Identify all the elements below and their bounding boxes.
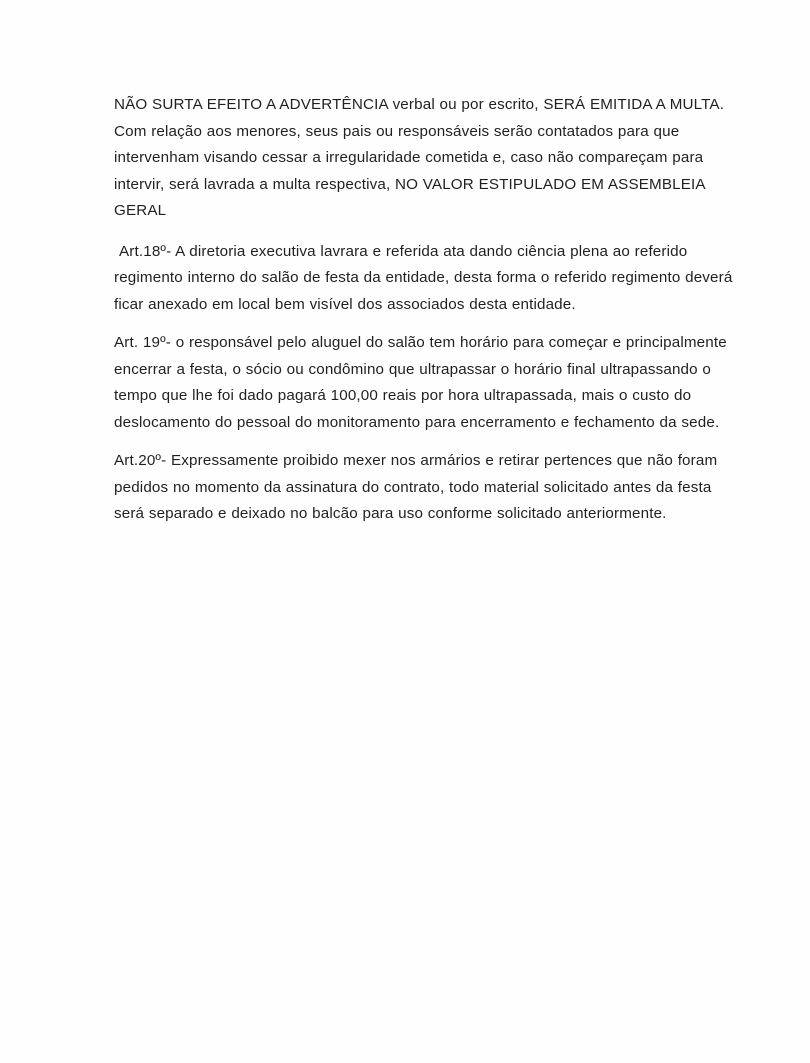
paragraph-art-19: Art. 19º- o responsável pelo aluguel do salão tem horário para começar e principalmente encerrar a festa, o sócio ou condômino que ultrapassar o horário final ultrapassando o tempo que lhe foi dado pagará 100,00 reais por hora ultrapassada, mais o custo do deslocamento do pessoal do monitoramento para encerramento e fechamento da sede.: [114, 334, 727, 431]
document-text-body: [114, 92, 739, 528]
paragraph-art-18: Art.18º- A diretoria executiva lavrara e referida ata dando ciência plena ao referido regimento interno do salão de festa da entidade, desta forma o referido regimento deverá ficar anexado em local bem visível dos associados desta entidade.: [114, 242, 733, 313]
paragraph-advertencia: NÃO SURTA EFEITO A ADVERTÊNCIA verbal ou por escrito, SERÁ EMITIDA A MULTA. Com relação aos menores, seus pais ou responsáveis serão contatados para que intervenham visando cessar a irregularidade cometida e, caso não compareçam para intervir, será lavrada a multa respectiva, NO VALOR ESTIPULADO EM ASSEMBLEIA GERAL: [114, 96, 725, 219]
paragraph-art-20: Art.20º- Expressamente proibido mexer nos armários e retirar pertences que não foram pedidos no momento da assinatura do contrato, todo material solicitado antes da festa será separado e deixado no balcão para uso conforme solicitado anteriormente.: [114, 452, 718, 522]
